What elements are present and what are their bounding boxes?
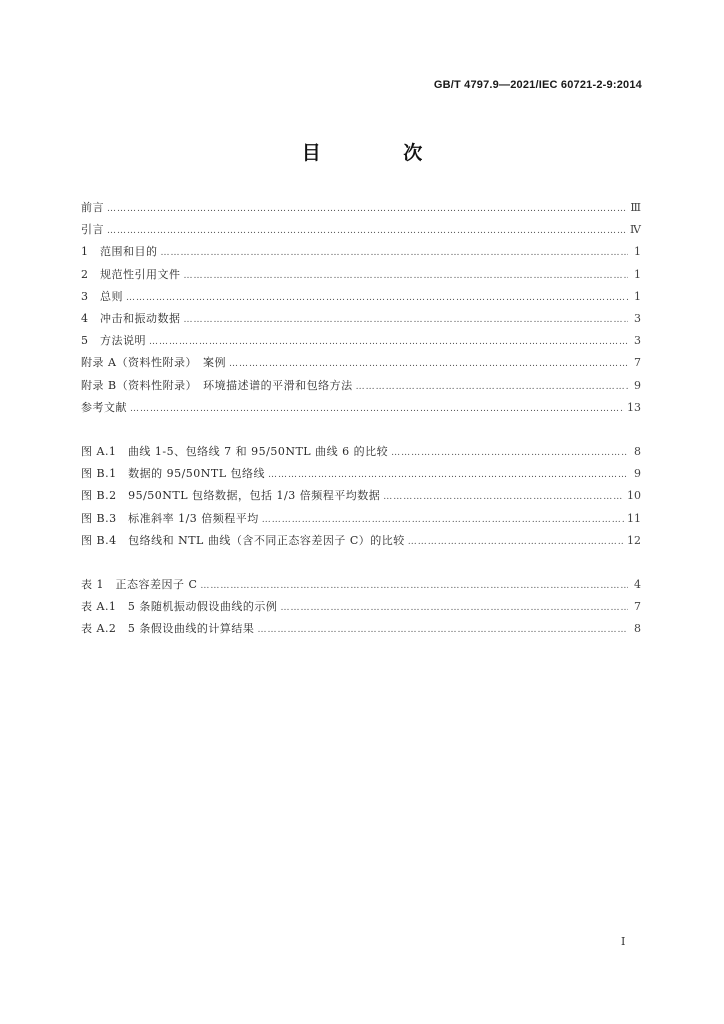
toc-entry-label: 4 冲击和振动数据 (81, 312, 181, 325)
toc-leader-dots (383, 491, 624, 503)
toc-entry-label: 3 总则 (81, 289, 123, 303)
toc-leader-dots (229, 358, 628, 370)
toc-entry (81, 399, 641, 415)
toc-leader-dots (161, 247, 629, 259)
toc-leader-dots (391, 447, 628, 459)
toc-entry (81, 532, 641, 548)
toc-leader-dots (268, 469, 628, 481)
toc-entry-page: 1 (634, 267, 641, 281)
toc-entry-page: 11 (627, 511, 641, 525)
toc-entry-page: 9 (634, 378, 641, 392)
toc-leader-dots (149, 336, 628, 348)
toc-entry-page: 7 (634, 356, 641, 370)
toc-leader-dots (280, 602, 628, 614)
toc-entry-page: Ⅳ (630, 223, 641, 237)
toc-entry (81, 288, 641, 304)
toc-entry (81, 510, 641, 526)
toc-entry-label: 图 B.1 数据的 95/50NTL 包络线 (81, 467, 266, 481)
toc-leader-dots (200, 580, 628, 592)
toc-leader-dots (356, 381, 628, 393)
toc-entry-page: 8 (634, 622, 641, 636)
toc-leader-dots (130, 403, 624, 415)
page-title: 目 次 (301, 142, 461, 164)
toc-entry-label: 引言 (81, 223, 104, 237)
toc-leader-dots (107, 203, 627, 215)
toc-entry (81, 332, 641, 348)
toc-entry-label: 图 B.4 包络线和 NTL 曲线（含不同正态容差因子 C）的比较 (81, 533, 405, 547)
toc-entry-page: 3 (634, 334, 641, 348)
toc-entry-page: 13 (627, 400, 641, 414)
toc-leader-dots (107, 225, 627, 237)
toc-entry-page: 10 (627, 489, 641, 503)
toc-entry (81, 465, 641, 481)
toc-leader-dots (408, 536, 624, 548)
toc-entry-label: 表 A.1 5 条随机振动假设曲线的示例 (81, 600, 278, 614)
toc-entry-page: 12 (627, 533, 641, 547)
toc-entry-page: 9 (634, 467, 641, 481)
toc-entry-label: 1 范围和目的 (81, 245, 158, 259)
toc-entry (81, 487, 641, 503)
toc-entry-label: 附录 A（资料性附录） 案例 (81, 356, 226, 370)
toc-leader-dots (257, 624, 628, 636)
toc-entry (81, 199, 641, 215)
toc-leader-dots (184, 270, 629, 282)
toc-entry (81, 310, 641, 326)
toc-entry (81, 598, 641, 614)
page-number: I (621, 935, 626, 948)
toc-leader-dots (262, 514, 624, 526)
toc-leader-dots (184, 314, 629, 326)
toc-entry-label: 图 B.3 标准斜率 1/3 倍频程平均 (81, 511, 259, 525)
toc-entry (81, 354, 641, 370)
toc-entry (81, 266, 641, 282)
toc-entry-label: 2 规范性引用文件 (81, 267, 181, 281)
toc-entry-page: 7 (634, 600, 641, 614)
toc-entry-page: 4 (634, 578, 641, 591)
toc-entry-label: 前言 (81, 201, 104, 214)
toc-entry-page: 8 (634, 445, 641, 458)
toc-entry (81, 221, 641, 237)
toc-entry (81, 243, 641, 259)
standard-code-header: GB/T 4797.9—2021/IEC 60721-2-9:2014 (433, 79, 642, 91)
toc-entry-label: 附录 B（资料性附录） 环境描述谱的平滑和包络方法 (81, 378, 353, 392)
toc-leader-dots (126, 292, 628, 304)
toc-entry-label: 表 1 正态容差因子 C (81, 578, 198, 591)
toc-entry (81, 576, 641, 592)
toc-entry (81, 443, 641, 459)
toc-entry-page: Ⅲ (630, 201, 641, 214)
toc-entry-page: 3 (634, 312, 641, 325)
toc-entry-label: 参考文献 (81, 400, 127, 414)
toc-entry-page: 1 (634, 245, 641, 259)
toc-entry (81, 620, 641, 636)
toc-entry-label: 表 A.2 5 条假设曲线的计算结果 (81, 622, 255, 636)
toc-entry (81, 377, 641, 393)
toc-entry-label: 图 A.1 曲线 1-5、包络线 7 和 95/50NTL 曲线 6 的比较 (81, 445, 389, 458)
toc-entry-page: 1 (634, 289, 641, 303)
toc-entry-label: 5 方法说明 (81, 334, 146, 348)
toc-entry-label: 图 B.2 95/50NTL 包络数据，包括 1/3 倍频程平均数据 (81, 489, 381, 503)
